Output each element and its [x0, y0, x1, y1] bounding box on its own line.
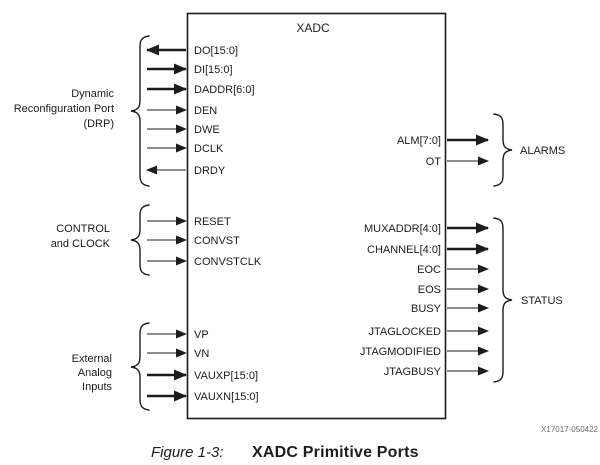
port-alm	[397, 135, 488, 147]
caption-title: XADC Primitive Ports	[252, 444, 419, 461]
control-label-line2: and CLOCK	[50, 238, 110, 250]
port-drdy	[147, 165, 226, 177]
port-jtaglocked	[368, 326, 488, 338]
analog-brace	[131, 323, 149, 410]
port-vp	[147, 329, 209, 341]
drp-label-line2: Reconfiguration Port	[13, 103, 114, 115]
port-jtagmodified	[360, 346, 488, 358]
port-vauxn-label: VAUXN[15:0]	[194, 391, 259, 403]
port-do	[147, 45, 238, 57]
port-reset-label: RESET	[194, 216, 231, 228]
analog-label-line1: External	[71, 353, 112, 365]
port-channel-label: CHANNEL[4:0]	[367, 244, 441, 256]
port-ot	[426, 156, 488, 168]
port-convstclk-label: CONVSTCLK	[194, 256, 262, 268]
status-brace	[494, 218, 512, 382]
doc-number: X17017-050422	[541, 425, 598, 434]
port-vn-label: VN	[194, 348, 210, 360]
port-jtagmodified-label: JTAGMODIFIED	[359, 346, 441, 358]
port-vp-label: VP	[194, 329, 209, 341]
port-di-label: DI[15:0]	[194, 64, 233, 76]
port-eoc	[417, 264, 488, 276]
port-daddr-label: DADDR[6:0]	[194, 84, 255, 96]
block-title: XADC	[296, 21, 330, 35]
port-vauxn	[147, 391, 259, 403]
port-daddr	[147, 84, 255, 96]
port-jtagbusy-label: JTAGBUSY	[383, 366, 441, 378]
control-brace	[131, 205, 149, 275]
drp-group-label	[14, 88, 115, 130]
port-eos-label: EOS	[417, 284, 441, 296]
port-convst	[147, 235, 240, 247]
port-busy-label: BUSY	[411, 303, 441, 315]
port-muxaddr-label: MUXADDR[4:0]	[363, 223, 441, 235]
port-do-label: DO[15:0]	[194, 45, 239, 57]
status-group-label: STATUS	[521, 295, 563, 307]
analog-label-line3: Inputs	[82, 381, 112, 393]
control-label-line1: CONTROL	[56, 223, 110, 235]
port-eos	[418, 284, 488, 296]
port-vauxp	[147, 370, 258, 382]
alarms-brace	[494, 114, 512, 186]
port-vauxp-label: VAUXP[15:0]	[194, 370, 258, 382]
port-drdy-label: DRDY	[194, 165, 226, 177]
control-group-label	[51, 223, 111, 250]
port-di	[147, 64, 233, 76]
port-ot-label: OT	[425, 156, 441, 168]
drp-label-line1: Dynamic	[71, 88, 114, 100]
port-channel	[367, 244, 488, 256]
analog-label-line2: Analog	[77, 367, 112, 379]
port-den	[147, 105, 217, 117]
caption-prefix: Figure 1-3:	[151, 444, 224, 461]
port-busy	[411, 303, 488, 315]
port-jtaglocked-label: JTAGLOCKED	[368, 326, 441, 338]
drp-label-line3: (DRP)	[83, 118, 114, 130]
figure-caption	[151, 444, 419, 461]
port-convst-label: CONVST	[194, 235, 240, 247]
port-alm-label: ALM[7:0]	[396, 135, 441, 147]
port-reset	[147, 216, 231, 228]
port-vn	[147, 348, 209, 360]
drp-brace	[131, 36, 149, 186]
port-dwe-label: DWE	[194, 124, 220, 136]
port-dwe	[147, 124, 220, 136]
port-dclk	[147, 143, 224, 155]
port-jtagbusy	[384, 366, 488, 378]
alarms-group-label: ALARMS	[520, 145, 566, 157]
port-eoc-label: EOC	[417, 264, 441, 276]
port-convstclk	[147, 256, 262, 268]
analog-group-label	[72, 353, 113, 393]
port-den-label: DEN	[194, 105, 218, 117]
port-muxaddr	[364, 223, 488, 235]
port-dclk-label: DCLK	[194, 143, 224, 155]
